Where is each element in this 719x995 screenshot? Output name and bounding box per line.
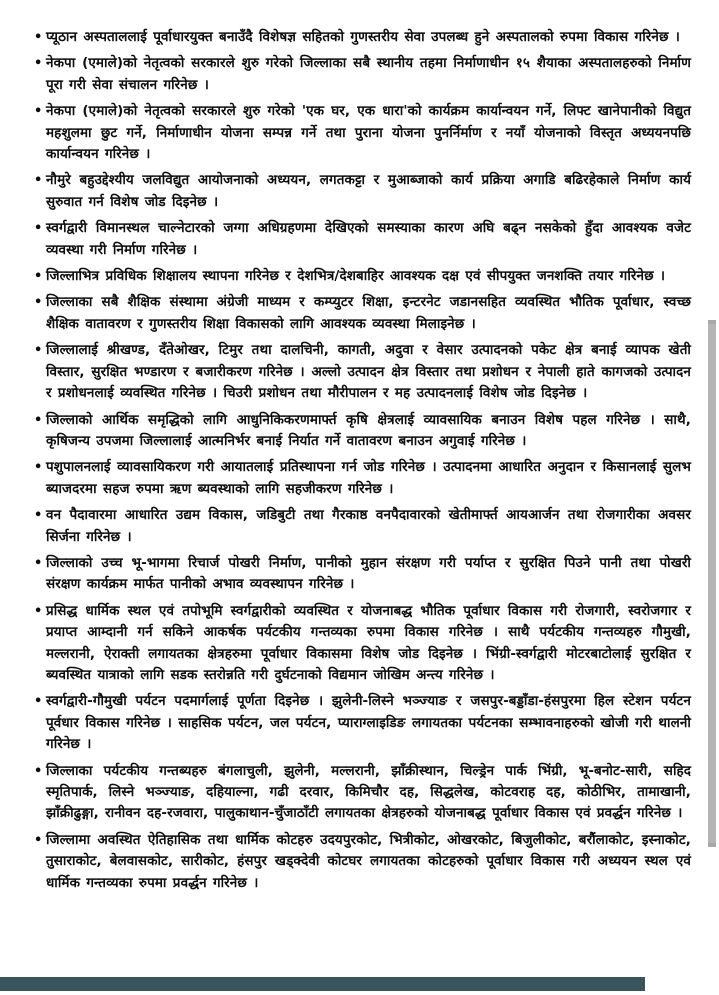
bullet-icon: • [34, 269, 43, 285]
bullet-text: नेकपा (एमाले)को नेतृत्वको सरकारले शुरु गरेको 'एक घर, एक धारा'को कार्यक्रम कार्यान्वयन गर्ने, लिफ्ट खानेपानीको विद्युत महशुलमा छुट गर्ने, निर्माणाधीन योजना सम्पन्न गर्ने तथा पुराना योजना पुनर्निर्माण र नयाँ योजनाको विस्तृत अध्ययनपछि कार्यान्वयन गरिनेछ । [46, 103, 691, 163]
bullet-icon: • [34, 412, 43, 428]
bullet-icon: • [34, 603, 43, 619]
bullet-item [36, 218, 691, 261]
bullet-item [36, 553, 691, 596]
bullet-text: प्यूठान अस्पताललाई पूर्वाधारयुक्त बनाउँदै विशेषज्ञ सहितको गुणस्तरीय सेवा उपलब्ध हुने अस्पतालको रुपमा विकास गरिनेछ । [46, 29, 681, 45]
bullet-item [36, 340, 691, 404]
bullet-icon: • [34, 694, 43, 710]
bullet-item [36, 53, 691, 96]
bullet-item [36, 457, 691, 500]
bullet-item [36, 27, 691, 48]
bullet-icon: • [34, 104, 43, 120]
bullet-icon: • [34, 221, 43, 237]
bullet-text: जिल्लामा अवस्थित ऐतिहासिक तथा धार्मिक कोटहरु उदयपुरकोट, भित्रीकोट, ओखरकोट, बिजुलीकोट, बरौंलाकोट, इस्नाकोट, तुसाराकोट, बेलवासकोट, सारीकोट, हंसपुर खड्क्देवी कोटघर लगायतका कोटहरुको पूर्वाधार विकास गरी अध्ययन स्थल एवं धार्मिक गन्तव्यका रुपमा प्रवर्द्धन गरिनेछ । [46, 831, 691, 891]
bullet-text: जिल्लाको उच्च भू-भागमा रिचार्ज पोखरी निर्माण, पानीको मुहान संरक्षण गरी पर्याप्त र सुरक्षित पिउने पानी तथा पोखरी संरक्षण कार्यक्रम मार्फत पानीको अभाव व्यवस्थापन गरिनेछ । [46, 554, 691, 593]
bullet-icon: • [34, 173, 43, 189]
bullet-text: जिल्लाको आर्थिक समृद्धिको लागि आधुनिकिकरणमार्फ्त कृषि क्षेत्रलाई व्यावसायिक बनाउन विशेष पहल गरिनेछ । साथै, कृषिजन्य उपजमा जिल्लालाई आत्मनिर्भर बनाई निर्यात गर्ने वातावरण बनाउन अगुवाई गरिनेछ । [46, 411, 691, 449]
bullet-text: जिल्लाका पर्यटकीय गन्तब्यहरु बंगलाचुली, झुलेनी, मल्लरानी, झाँक्रीस्थान, चिल्ड्रेन पार्क भिंग्री, भू-बनोट-सारी, सहिद स्मृतिपार्क, लिस्ने भञ्ज्याङ, दहियाल्ना, गढी दरवार, किमिचौर दह, सिद्धलेख, कोटवराह दह, कोठीभिर, तामाखानी, झाँक्रीढुङ्गा, रानीवन दह-रजवारा, पालुकाथान-चुँजाठाँटी लगायतका क्षेत्रहरुको योजनाबद्ध पूर्वाधार विकास एवं प्रवर्द्धन गरिनेछ । [46, 762, 691, 822]
bullet-icon: • [34, 56, 43, 72]
bullet-text: पशुपालनलाई व्यावसायिकरण गरी आयातलाई प्रतिस्थापना गर्न जोड गरिनेछ । उत्पादनमा आधारित अनुदान र किसानलाई सुलभ ब्याजदरमा सहज रुपमा ऋण ब्यवस्थाको लागि सहजीकरण गरिनेछ । [46, 459, 691, 497]
bullet-text: स्वर्गद्वारी विमानस्थल चाल्नेटारको जग्गा अधिग्रहणमा देखिएको समस्याका कारण अघि बढ्न नसकेको हुँदा आवश्यक वजेट व्यवस्था गरी निर्माण गरिनेछ । [46, 220, 691, 258]
bullet-icon: • [34, 555, 43, 571]
bullet-icon: • [34, 343, 43, 359]
vertical-scrollbar-thumb[interactable] [708, 320, 716, 847]
bullet-item [36, 266, 691, 287]
bullet-icon: • [34, 30, 43, 45]
bullet-text: जिल्लालाई श्रीखण्ड, दँतेओखर, टिमुर तथा दालचिनी, कागती, अदुवा र वेसार उत्पादनको पकेट क्षेत्र बनाई व्यापक खेती विस्तार, सुरक्षित भण्डारण र बजारीकरण गरिनेछ । अल्लो उत्पादन क्षेत्र विस्तार तथा प्रशोधन र नेपाली हाते कागजको उत्पादन र प्रशोधनलाई व्यवस्थित गरिनेछ । चिउरी प्रशोधन तथा मौरीपालन र मह उत्पादनलाई विशेष जोड दिइनेछ । [46, 342, 691, 402]
bullet-item [36, 292, 691, 335]
bullet-text: प्रसिद्ध धार्मिक स्थल एवं तपोभूमि स्वर्गद्वारीको व्यवस्थित र योजनाबद्ध भौतिक पूर्वाधार विकास गरी रोजगारी, स्वरोजगार र प्रयाप्त आम्दानी गर्न सकिने आकर्षक पर्यटकीय गन्तव्यका रुपमा विकास गरिनेछ । साथै पर्यटकीय गन्तव्यहरु गौमुखी, मल्लरानी, ऐराक्ती लगायतका क्षेत्रहरुमा पूर्वाधार विकासमा विशेष जोड दिइनेछ । भिंग्री-स्वर्गद्वारी मोटरबाटोलाई सुरक्षित र ब्यवस्थित यात्राको लागि सडक स्तरोन्नति गरी दुर्घटनाको विद्यमान जोखिम अन्त्य गरिनेछ । [46, 602, 692, 683]
bottom-bar [0, 977, 645, 991]
bullet-item [36, 101, 691, 165]
bullet-item [36, 691, 691, 755]
bullet-item [36, 170, 691, 213]
bullet-item [36, 601, 691, 687]
bullet-list [36, 27, 691, 899]
bullet-text: जिल्लाभित्र प्रविधिक शिक्षालय स्थापना गरिनेछ र देशभित्र/देशबाहिर आवश्यक दक्ष एवं सीपयुक्त जनशक्ति तयार गरिनेछ । [46, 268, 666, 285]
bullet-icon: • [34, 508, 43, 524]
bullet-item [36, 410, 691, 453]
bullet-item [36, 761, 691, 825]
bullet-text: नौमुरे बहुउद्देश्यीय जलविद्युत आयोजनाको अध्ययन, लगतकट्टा र मुआब्जाको कार्य प्रक्रिया अगाडि बढिरहेकाले निर्माण कार्य सुरुवात गर्न विशेष जोड दिइनेछ । [46, 172, 691, 210]
bullet-text: वन पैदावारमा आधारित उद्यम विकास, जडिबुटी तथा गैरकाष्ठ वनपैदावारको खेतीमार्फ्त आयआर्जन तथा रोजगारीका अवसर सिर्जना गरिनेछ । [46, 507, 691, 545]
bullet-icon: • [34, 295, 43, 311]
bullet-text: स्वर्गद्वारी-गौमुखी पर्यटन पदमार्गलाई पूर्णता दिइनेछ । झुलेनी-लिस्ने भञ्ज्याङ र जसपुर-बड्डाँडा-हंसपुरमा हिल स्टेशन पर्यटन पूर्वधार विकास गरिनेछ । साहसिक पर्यटन, जल पर्यटन, प्याराग्लाइडिङ लगायतका पर्यटनका सम्भावनाहरुको खोजी गरी थालनी गरिनेछ । [46, 693, 691, 753]
bullet-text: नेकपा (एमाले)को नेतृत्वको सरकारले शुरु गरेको जिल्लाका सबै स्थानीय तहमा निर्माणाधीन १५ शैयाका अस्पतालहरुको निर्माण पूरा गरी सेवा संचालन गरिनेछ । [46, 55, 691, 93]
bullet-icon: • [34, 832, 43, 848]
bullet-item [36, 505, 691, 548]
bullet-icon: • [34, 460, 43, 476]
bullet-text: जिल्लाका सबै शैक्षिक संस्थामा अंग्रेजी माध्यम र कम्प्युटर शिक्षा, इन्टरनेट जडानसहित व्यवस्थित भौतिक पूर्वाधार, स्वच्छ शैक्षिक वातावरण र गुणस्तरीय शिक्षा विकासको लागि आवश्यक व्यवस्था मिलाइनेछ । [46, 294, 691, 332]
bullet-icon: • [34, 763, 43, 779]
bullet-item [36, 830, 691, 894]
